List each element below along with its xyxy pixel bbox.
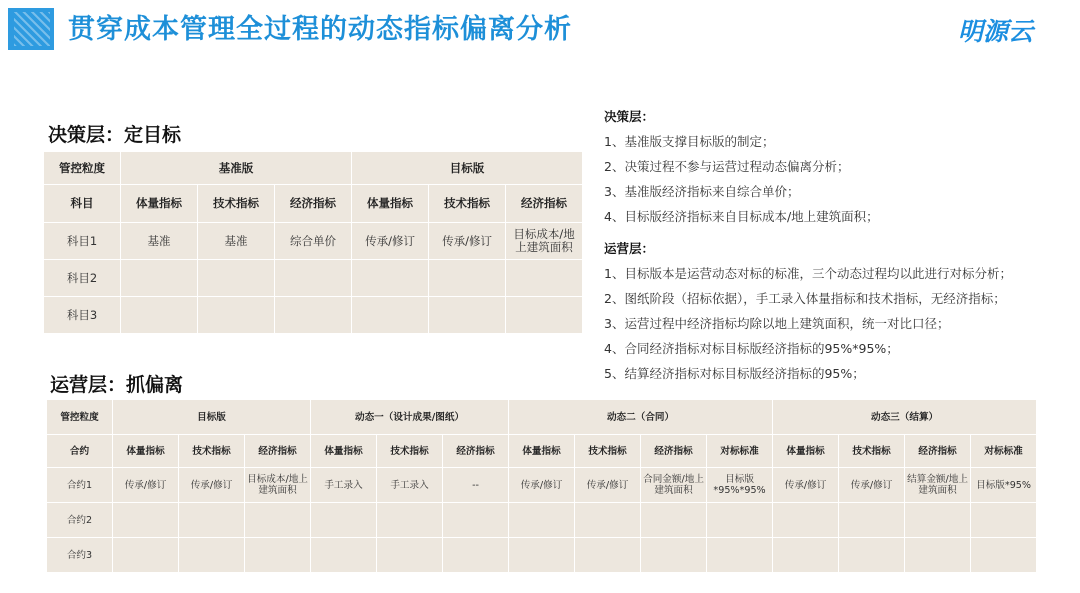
table-row — [44, 297, 583, 334]
table-cell — [971, 503, 1037, 538]
table-cell — [905, 503, 971, 538]
table-cell: 合同金额/地上建筑面积 — [641, 468, 707, 503]
operations-section-title: 运营层：抓偏离 — [50, 374, 184, 396]
group-header-dynamic-1: 动态一（设计成果/图纸） — [311, 400, 509, 435]
notes-decision-item: 3、基准版经济指标来自综合单价； — [604, 184, 800, 199]
table-cell — [773, 538, 839, 573]
sub-header: 体量指标 — [311, 435, 377, 468]
table-cell — [352, 297, 429, 334]
row-label: 科目2 — [44, 260, 121, 297]
table-cell — [575, 538, 641, 573]
notes-ops-item: 1、目标版本是运营动态对标的标准，三个动态过程均以此进行对标分析； — [604, 266, 1012, 281]
table-row — [47, 503, 1037, 538]
sub-header: 经济指标 — [275, 185, 352, 223]
notes-ops-item: 2、图纸阶段（招标依据），手工录入体量指标和技术指标，无经济指标； — [604, 291, 1006, 306]
table-cell — [575, 503, 641, 538]
table-cell — [443, 503, 509, 538]
notes-ops-item: 3、运营过程中经济指标均除以地上建筑面积，统一对比口径； — [604, 316, 950, 331]
sub-header: 体量指标 — [352, 185, 429, 223]
table-cell: 基准 — [121, 223, 198, 260]
table-cell: 传承/修订 — [575, 468, 641, 503]
table-corner-cell: 管控粒度 — [47, 400, 113, 435]
table-cell: 结算金额/地上建筑面积 — [905, 468, 971, 503]
decision-section-title: 决策层：定目标 — [48, 124, 182, 146]
table-cell — [905, 538, 971, 573]
sub-header: 体量指标 — [509, 435, 575, 468]
table-cell — [839, 503, 905, 538]
table-cell — [121, 297, 198, 334]
table-cell — [506, 297, 583, 334]
table-cell: 传承/修订 — [429, 223, 506, 260]
table-cell — [198, 297, 275, 334]
table-cell — [377, 503, 443, 538]
notes-decision-item: 4、目标版经济指标来自目标成本/地上建筑面积； — [604, 209, 879, 224]
sub-header: 技术指标 — [429, 185, 506, 223]
sub-header: 技术指标 — [575, 435, 641, 468]
row-label: 科目1 — [44, 223, 121, 260]
group-header-dynamic-2: 动态二（合同） — [509, 400, 773, 435]
table-cell — [352, 260, 429, 297]
table-cell — [429, 260, 506, 297]
table-cell — [275, 297, 352, 334]
row-header-label: 合约 — [47, 435, 113, 468]
sub-header: 经济指标 — [245, 435, 311, 468]
notes-ops-item: 4、合同经济指标对标目标版经济指标的95%*95%； — [604, 341, 899, 356]
group-header-dynamic-3: 动态三（结算） — [773, 400, 1037, 435]
table-cell — [113, 538, 179, 573]
table-cell — [275, 260, 352, 297]
table-cell — [443, 538, 509, 573]
sub-header: 经济指标 — [905, 435, 971, 468]
sub-header: 技术指标 — [179, 435, 245, 468]
table-cell: 目标版*95%*95% — [707, 468, 773, 503]
table-subheader-row — [44, 185, 583, 223]
notes-ops-item: 5、结算经济指标对标目标版经济指标的95%； — [604, 366, 865, 381]
table-header-row — [44, 152, 583, 185]
row-label: 合约3 — [47, 538, 113, 573]
table-cell: -- — [443, 468, 509, 503]
table-cell — [707, 503, 773, 538]
sub-header: 体量指标 — [121, 185, 198, 223]
table-cell: 目标成本/地上建筑面积 — [506, 223, 583, 260]
table-cell — [179, 503, 245, 538]
group-header-target: 目标版 — [352, 152, 583, 185]
sub-header: 经济指标 — [506, 185, 583, 223]
table-cell — [179, 538, 245, 573]
sub-header: 经济指标 — [641, 435, 707, 468]
table-cell — [245, 503, 311, 538]
table-cell: 基准 — [198, 223, 275, 260]
sub-header: 经济指标 — [443, 435, 509, 468]
title-accent-hatch — [14, 12, 50, 46]
table-cell — [707, 538, 773, 573]
table-subheader-row — [47, 435, 1037, 468]
table-cell — [509, 503, 575, 538]
table-cell — [121, 260, 198, 297]
table-cell — [971, 538, 1037, 573]
table-cell — [377, 538, 443, 573]
table-cell: 传承/修订 — [509, 468, 575, 503]
table-corner-cell: 管控粒度 — [44, 152, 121, 185]
sub-header: 技术指标 — [377, 435, 443, 468]
row-label: 科目3 — [44, 297, 121, 334]
notes-panel — [604, 105, 1074, 386]
table-row — [44, 260, 583, 297]
sub-header: 对标标准 — [971, 435, 1037, 468]
table-cell: 综合单价 — [275, 223, 352, 260]
table-cell: 传承/修订 — [839, 468, 905, 503]
table-row — [47, 468, 1037, 503]
table-cell: 传承/修订 — [179, 468, 245, 503]
notes-ops-heading: 运营层： — [604, 241, 655, 256]
table-cell — [311, 538, 377, 573]
table-header-row — [47, 400, 1037, 435]
table-cell — [509, 538, 575, 573]
table-cell — [773, 503, 839, 538]
table-cell — [113, 503, 179, 538]
row-header-label: 科目 — [44, 185, 121, 223]
table-cell — [506, 260, 583, 297]
table-row — [47, 538, 1037, 573]
sub-header: 技术指标 — [198, 185, 275, 223]
decision-table — [43, 151, 583, 334]
sub-header: 体量指标 — [113, 435, 179, 468]
table-cell: 传承/修订 — [113, 468, 179, 503]
group-header-baseline: 基准版 — [121, 152, 352, 185]
page-title: 贯穿成本管理全过程的动态指标偏离分析 — [68, 14, 572, 45]
table-cell: 目标版*95% — [971, 468, 1037, 503]
sub-header: 对标标准 — [707, 435, 773, 468]
row-label: 合约2 — [47, 503, 113, 538]
notes-decision-item: 2、决策过程不参与运营过程动态偏离分析； — [604, 159, 850, 174]
table-cell: 手工录入 — [377, 468, 443, 503]
table-cell — [839, 538, 905, 573]
table-cell — [641, 503, 707, 538]
table-cell: 手工录入 — [311, 468, 377, 503]
table-cell — [198, 260, 275, 297]
sub-header: 技术指标 — [839, 435, 905, 468]
notes-decision-item: 1、基准版支撑目标版的制定； — [604, 134, 775, 149]
table-cell — [245, 538, 311, 573]
group-header-target: 目标版 — [113, 400, 311, 435]
row-label: 合约1 — [47, 468, 113, 503]
sub-header: 体量指标 — [773, 435, 839, 468]
brand-logo: 明源云 — [958, 17, 1034, 46]
table-cell: 传承/修订 — [352, 223, 429, 260]
table-cell: 传承/修订 — [773, 468, 839, 503]
table-row — [44, 223, 583, 260]
table-cell — [429, 297, 506, 334]
table-cell — [311, 503, 377, 538]
table-cell — [641, 538, 707, 573]
operations-table — [46, 399, 1037, 573]
title-accent-square — [8, 8, 54, 50]
notes-decision-heading: 决策层： — [604, 109, 655, 124]
table-cell: 目标成本/地上建筑面积 — [245, 468, 311, 503]
